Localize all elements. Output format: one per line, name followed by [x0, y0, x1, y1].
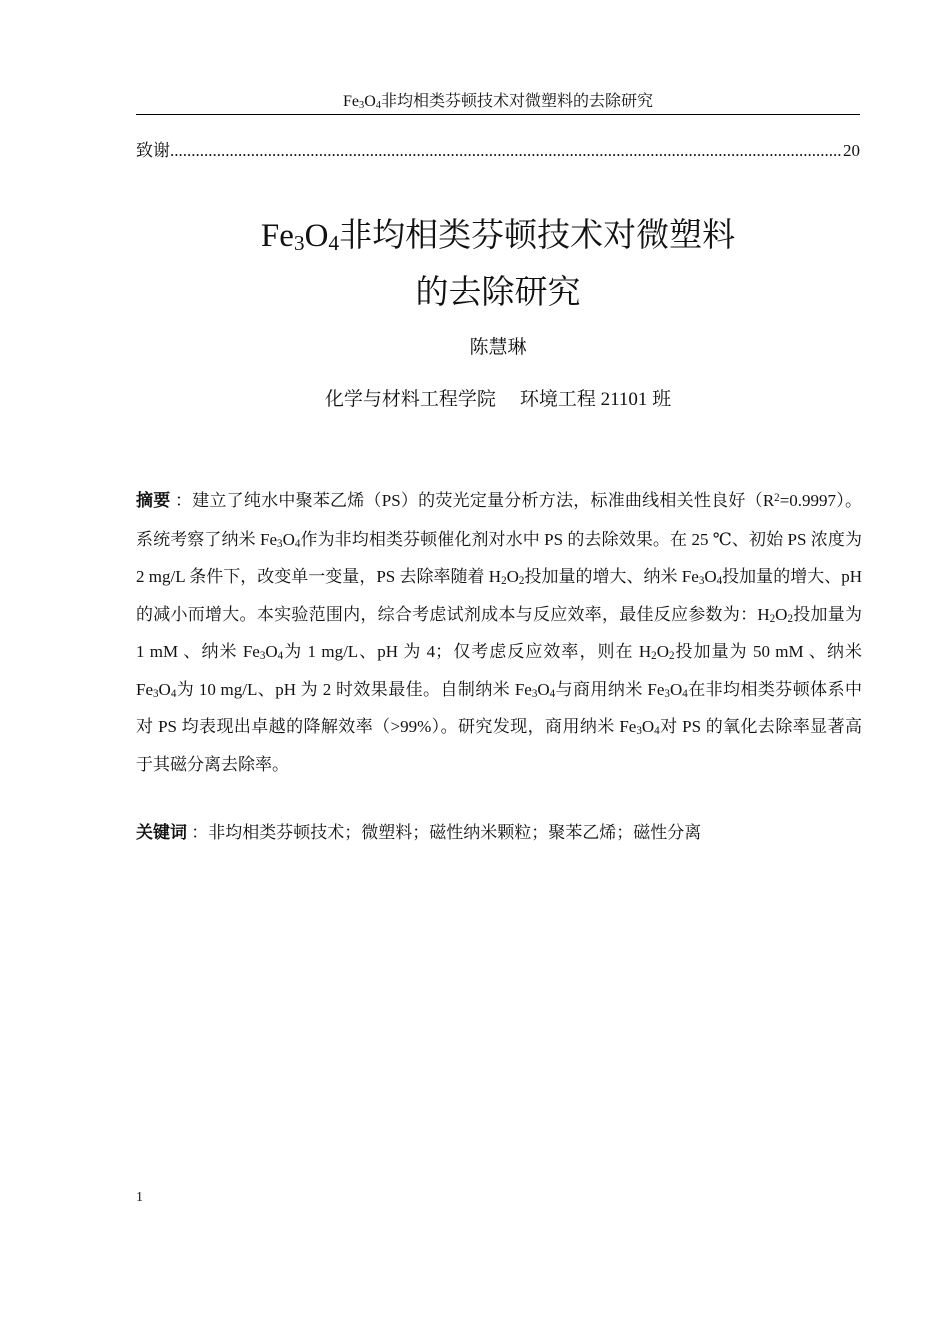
school-name: 化学与材料工程学院: [324, 389, 496, 410]
affiliation: [136, 388, 860, 412]
paper-title-line-2: 的去除研究: [415, 272, 581, 311]
toc-entry-label: 致谢: [136, 141, 170, 160]
abstract: 摘要 ：建立了纯水中聚苯乙烯（PS）的荧光定量分析方法，标准曲线相关性良好$(R^2=0.9997)$。系统考察了纳米 $Fe_3O_4$作为非均相类芬顿催化剂对水中 PS 的去除效果。在 25 ℃、初始 PS 浓度为 2 mg/L 条件下，改变单一变量，PS 去除率随着 $H_2O_2$投加量的增大、纳米 $Fe_3O_4$投加量的增大、pH 的减小而增大。本实验范围内，综合考虑试剂成本与反应效率，最佳反应参数为：$H_2O_2$投加量为 1 mM 、纳米 $Fe_3O_4$为 1 mg/L、pH 为 4；仅考虑反应效率，则在 $H_2O_2$投加量为 50 mM 、纳米 $Fe_3O_4$为 10 mg/L、pH 为 2 时效果最佳。自制纳米 $Fe_3O_4$与商用纳米 $Fe_3O_4$在非均相类芬顿体系中对 PS 均表现出卓越的降解效率（>99%）。研究发现，商用纳米 $Fe_3O_4$对 PS 的氧化去除率显著高于其磁分离去除率。: [136, 491, 863, 774]
keywords-text: 非均相类芬顿技术；微塑料；磁性纳米颗粒；聚苯乙烯；磁性分离: [208, 823, 702, 842]
running-header: $Fe_3O_4$非均相类芬顿技术对微塑料的去除研究: [343, 93, 653, 111]
keywords-label: 关键词: [136, 823, 187, 843]
page-number: 1: [136, 1190, 143, 1205]
abstract-label: 摘要: [136, 491, 171, 511]
keywords: 关键词 ：非均相类芬顿技术；微塑料；磁性纳米颗粒；聚苯乙烯；磁性分离: [136, 823, 702, 843]
header-rule: [136, 114, 860, 115]
toc-entry-page: 20: [843, 141, 860, 160]
toc-leader-dots: ..............................................................................................................................................................: [170, 141, 842, 160]
paper-title-line-1: $Fe_3O_4$非均相类芬顿技术对微塑料: [260, 215, 736, 255]
class-name: 环境工程 21101 班: [519, 389, 672, 410]
toc-entry-acknowledgement[interactable]: [136, 140, 860, 162]
author-name: 陈慧琳: [469, 337, 527, 358]
